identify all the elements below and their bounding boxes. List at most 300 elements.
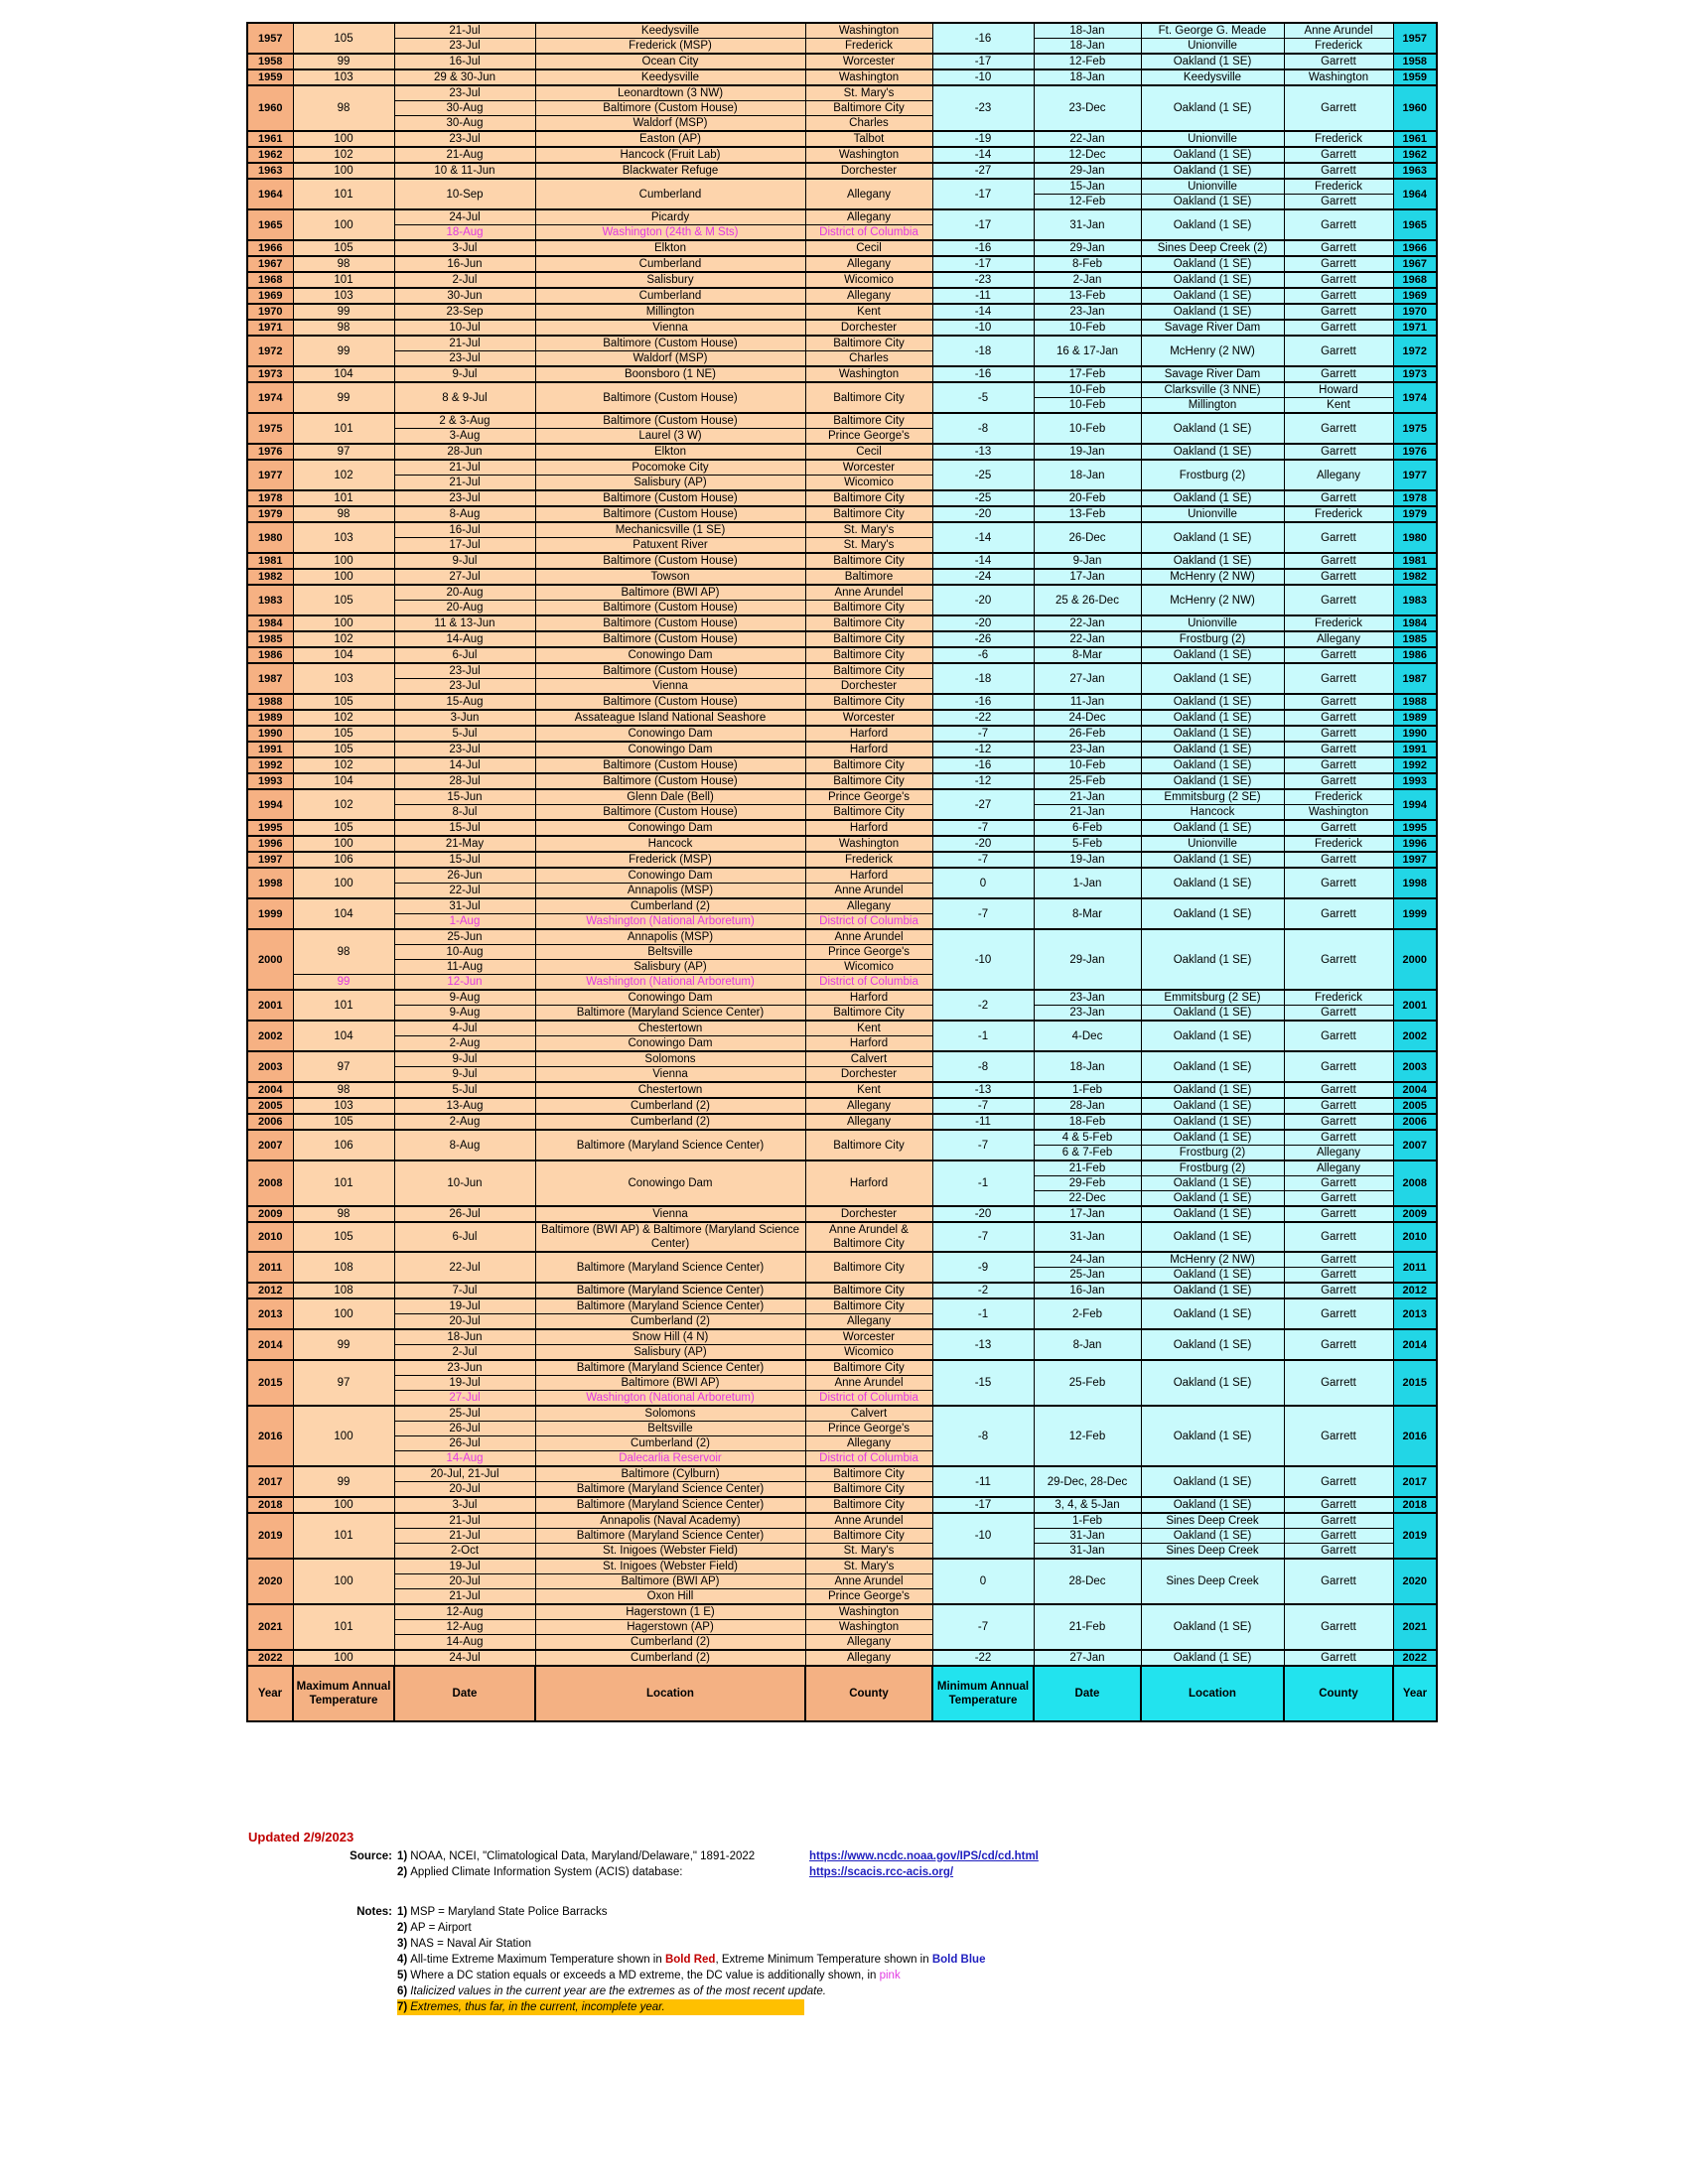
max-date-cell: 21-Jul (394, 1513, 535, 1529)
max-date-cell: 15-Jul (394, 852, 535, 868)
year-cell-right: 1985 (1393, 631, 1437, 647)
min-temp-cell: -18 (932, 336, 1034, 366)
year-cell-right: 1986 (1393, 647, 1437, 663)
table-row (247, 569, 1437, 585)
year-cell-right: 2003 (1393, 1051, 1437, 1082)
min-county-cell: Garrett (1284, 288, 1393, 304)
table-row (247, 1650, 1437, 1666)
max-date-cell: 24-Jul (394, 209, 535, 225)
min-location-cell: Frostburg (2) (1141, 1160, 1284, 1176)
year-cell-right: 1965 (1393, 209, 1437, 240)
max-location-cell: Baltimore (Maryland Science Center) (535, 1529, 805, 1544)
min-location-cell: Sines Deep Creek (1141, 1513, 1284, 1529)
max-county-cell: Wicomico (805, 476, 932, 491)
table-row (247, 726, 1437, 742)
max-county-cell: Anne Arundel (805, 1513, 932, 1529)
min-date-cell: 20-Feb (1034, 490, 1141, 506)
min-location-cell: Millington (1141, 398, 1284, 414)
note-item: 2) AP = Airport (397, 1922, 472, 1934)
min-county-cell: Garrett (1284, 1252, 1393, 1268)
max-location-cell: Conowingo Dam (535, 990, 805, 1006)
year-cell-right: 1967 (1393, 256, 1437, 272)
min-temp-cell: -14 (932, 522, 1034, 553)
max-temp-cell: 99 (293, 382, 394, 413)
min-county-cell: Garrett (1284, 272, 1393, 288)
year-cell-right: 1994 (1393, 789, 1437, 820)
max-county-cell: Worcester (805, 710, 932, 726)
min-date-cell: 24-Jan (1034, 1252, 1141, 1268)
max-county-cell: Harford (805, 990, 932, 1006)
min-location-cell: Oakland (1 SE) (1141, 710, 1284, 726)
max-date-cell: 8-Aug (394, 506, 535, 522)
max-date-cell: 19-Jul (394, 1559, 535, 1574)
max-location-cell: Hagerstown (AP) (535, 1620, 805, 1635)
max-temp-cell: 103 (293, 522, 394, 553)
min-temp-cell: -9 (932, 1252, 1034, 1283)
max-location-cell: Easton (AP) (535, 131, 805, 147)
year-cell: 2001 (247, 990, 293, 1021)
min-temp-cell: -16 (932, 23, 1034, 54)
min-county-cell: Allegany (1284, 631, 1393, 647)
min-location-cell: Oakland (1 SE) (1141, 757, 1284, 773)
min-location-cell: McHenry (2 NW) (1141, 569, 1284, 585)
table-row (247, 1466, 1437, 1482)
max-temp-cell: 98 (293, 929, 394, 975)
table-row (247, 444, 1437, 460)
max-location-cell: Conowingo Dam (535, 868, 805, 884)
max-location-cell: Conowingo Dam (535, 726, 805, 742)
table-row (247, 1252, 1437, 1268)
year-cell-right: 2019 (1393, 1513, 1437, 1559)
max-date-cell: 28-Jun (394, 444, 535, 460)
min-date-cell: 31-Jan (1034, 1529, 1141, 1544)
min-location-cell: Oakland (1 SE) (1141, 820, 1284, 836)
min-location-cell: Oakland (1 SE) (1141, 1298, 1284, 1329)
year-cell: 1985 (247, 631, 293, 647)
max-temp-cell: 101 (293, 1513, 394, 1559)
min-date-cell: 17-Jan (1034, 569, 1141, 585)
min-date-cell: 4 & 5-Feb (1034, 1130, 1141, 1146)
min-county-cell: Garrett (1284, 1298, 1393, 1329)
min-temp-cell: -20 (932, 585, 1034, 615)
max-location-cell: Baltimore (Custom House) (535, 773, 805, 789)
min-location-cell: Ft. George G. Meade (1141, 23, 1284, 39)
table-row (247, 898, 1437, 914)
min-location-cell: McHenry (2 NW) (1141, 1252, 1284, 1268)
min-date-cell: 18-Jan (1034, 460, 1141, 490)
table-row (247, 413, 1437, 429)
max-location-cell: Blackwater Refuge (535, 163, 805, 179)
year-cell-right: 1974 (1393, 382, 1437, 413)
year-cell-right: 2012 (1393, 1283, 1437, 1298)
table-row (247, 1206, 1437, 1222)
min-county-cell: Garrett (1284, 694, 1393, 710)
min-date-cell: 13-Feb (1034, 506, 1141, 522)
max-county-cell: Prince George's (805, 429, 932, 445)
min-county-cell: Garrett (1284, 1497, 1393, 1513)
max-county-cell: Wicomico (805, 1345, 932, 1361)
table-row (247, 1544, 1437, 1560)
year-cell: 1962 (247, 147, 293, 163)
max-date-cell: 23-Jun (394, 1360, 535, 1376)
min-county-cell: Garrett (1284, 240, 1393, 256)
year-cell-right: 2000 (1393, 929, 1437, 990)
min-location-cell: Sines Deep Creek (2) (1141, 240, 1284, 256)
max-temp-cell: 108 (293, 1252, 394, 1283)
min-date-cell: 8-Mar (1034, 647, 1141, 663)
max-date-cell: 10-Sep (394, 179, 535, 209)
min-location-cell: Oakland (1 SE) (1141, 647, 1284, 663)
max-temp-cell: 99 (293, 1329, 394, 1360)
min-temp-cell: -25 (932, 490, 1034, 506)
min-location-cell: Unionville (1141, 39, 1284, 55)
max-county-cell: Washington (805, 69, 932, 85)
max-county-cell: Dorchester (805, 1067, 932, 1083)
min-county-cell: Garrett (1284, 54, 1393, 69)
source-link-ncdc[interactable]: https://www.ncdc.noaa.gov/IPS/cd/cd.html (809, 1850, 1039, 1862)
max-location-cell: Ocean City (535, 54, 805, 69)
min-location-cell: Hancock (1141, 805, 1284, 821)
max-date-cell: 21-Jul (394, 460, 535, 476)
max-location-cell: Cumberland (2) (535, 1635, 805, 1651)
min-county-cell: Allegany (1284, 1160, 1393, 1176)
table-row (247, 789, 1437, 805)
max-location-cell: Chestertown (535, 1021, 805, 1036)
year-cell-right: 1977 (1393, 460, 1437, 490)
source-section (0, 1848, 1688, 1888)
min-date-cell: 17-Feb (1034, 366, 1141, 382)
min-date-cell: 9-Jan (1034, 553, 1141, 569)
year-cell: 1966 (247, 240, 293, 256)
max-county-cell: Baltimore City (805, 553, 932, 569)
max-temp-cell: 100 (293, 1559, 394, 1604)
min-county-cell: Garrett (1284, 1098, 1393, 1114)
max-date-cell: 2 & 3-Aug (394, 413, 535, 429)
min-county-cell: Frederick (1284, 836, 1393, 852)
year-cell: 1961 (247, 131, 293, 147)
max-date-cell: 21-Aug (394, 147, 535, 163)
min-temp-cell: -10 (932, 69, 1034, 85)
min-location-cell: Oakland (1 SE) (1141, 195, 1284, 210)
max-date-cell: 20-Aug (394, 601, 535, 616)
year-cell: 1989 (247, 710, 293, 726)
max-date-cell: 15-Aug (394, 694, 535, 710)
max-date-cell: 14-Aug (394, 1635, 535, 1651)
year-cell-right: 2005 (1393, 1098, 1437, 1114)
year-cell-right: 1987 (1393, 663, 1437, 694)
header-min-county: County (1284, 1666, 1393, 1721)
min-location-cell: Oakland (1 SE) (1141, 1021, 1284, 1051)
max-county-cell: Baltimore City (805, 1283, 932, 1298)
max-date-cell: 3-Jun (394, 710, 535, 726)
min-date-cell: 23-Jan (1034, 742, 1141, 757)
min-location-cell: Emmitsburg (2 SE) (1141, 789, 1284, 805)
source-link-acis[interactable]: https://scacis.rcc-acis.org/ (809, 1866, 954, 1878)
table-row (247, 820, 1437, 836)
max-county-cell: Prince George's (805, 1422, 932, 1436)
min-county-cell: Garrett (1284, 209, 1393, 240)
min-temp-cell: -10 (932, 929, 1034, 990)
table-row (247, 1160, 1437, 1176)
table-row (247, 163, 1437, 179)
max-county-cell: Worcester (805, 1329, 932, 1345)
year-cell-right: 1997 (1393, 852, 1437, 868)
max-date-cell: 8 & 9-Jul (394, 382, 535, 413)
year-cell: 1997 (247, 852, 293, 868)
max-county-cell: Wicomico (805, 960, 932, 975)
max-location-cell: Salisbury (AP) (535, 476, 805, 491)
min-date-cell: 10-Feb (1034, 757, 1141, 773)
max-temp-cell: 99 (293, 304, 394, 320)
year-cell-right: 2010 (1393, 1222, 1437, 1252)
max-date-cell: 24-Jul (394, 1650, 535, 1666)
max-date-cell: 30-Aug (394, 101, 535, 116)
min-temp-cell: -7 (932, 1130, 1034, 1160)
min-temp-cell: -2 (932, 1283, 1034, 1298)
min-temp-cell: -1 (932, 1298, 1034, 1329)
year-cell: 1974 (247, 382, 293, 413)
min-date-cell: 2-Jan (1034, 272, 1141, 288)
max-county-cell: Charles (805, 116, 932, 132)
max-county-cell: Baltimore City (805, 1360, 932, 1376)
min-temp-cell: -16 (932, 694, 1034, 710)
min-county-cell: Garrett (1284, 522, 1393, 553)
min-temp-cell: -23 (932, 85, 1034, 131)
min-location-cell: Unionville (1141, 131, 1284, 147)
table-row (247, 131, 1437, 147)
max-date-cell: 3-Aug (394, 429, 535, 445)
max-county-cell: Baltimore City (805, 647, 932, 663)
max-county-cell: St. Mary's (805, 1559, 932, 1574)
year-cell: 1970 (247, 304, 293, 320)
max-location-cell: Glenn Dale (Bell) (535, 789, 805, 805)
min-temp-cell: -13 (932, 444, 1034, 460)
year-cell-right: 1957 (1393, 23, 1437, 54)
year-cell: 2004 (247, 1082, 293, 1098)
table-row (247, 1513, 1437, 1529)
max-date-cell: 19-Jul (394, 1298, 535, 1314)
min-county-cell: Garrett (1284, 163, 1393, 179)
year-cell: 1998 (247, 868, 293, 898)
max-location-cell: Cumberland (2) (535, 1098, 805, 1114)
year-cell: 1983 (247, 585, 293, 615)
year-cell: 1981 (247, 553, 293, 569)
min-location-cell: Oakland (1 SE) (1141, 1098, 1284, 1114)
min-temp-cell: -18 (932, 663, 1034, 694)
min-county-cell: Garrett (1284, 710, 1393, 726)
min-location-cell: Oakland (1 SE) (1141, 1114, 1284, 1130)
max-location-cell: Beltsville (535, 945, 805, 960)
max-county-cell: Allegany (805, 1098, 932, 1114)
max-location-cell: Baltimore (Custom House) (535, 490, 805, 506)
note-item: 4) All-time Extreme Maximum Temperature shown in Bold Red, Extreme Minimum Temperature shown in Bold Blue (397, 1954, 986, 1966)
min-date-cell: 28-Dec (1034, 1559, 1141, 1604)
max-county-cell: Harford (805, 1036, 932, 1052)
year-cell-right: 2009 (1393, 1206, 1437, 1222)
max-temp-cell: 105 (293, 1222, 394, 1252)
table-row (247, 506, 1437, 522)
max-temp-cell: 100 (293, 1497, 394, 1513)
max-location-cell: Conowingo Dam (535, 1036, 805, 1052)
min-county-cell: Garrett (1284, 1130, 1393, 1146)
max-county-cell: Baltimore City (805, 336, 932, 351)
min-county-cell: Garrett (1284, 304, 1393, 320)
min-date-cell: 16-Jan (1034, 1283, 1141, 1298)
table-row (247, 773, 1437, 789)
min-location-cell: Oakland (1 SE) (1141, 1329, 1284, 1360)
min-county-cell: Garrett (1284, 1082, 1393, 1098)
max-temp-cell: 101 (293, 1604, 394, 1650)
max-date-cell: 26-Jun (394, 868, 535, 884)
max-county-cell: Kent (805, 1082, 932, 1098)
max-county-cell: Harford (805, 726, 932, 742)
year-cell: 2011 (247, 1252, 293, 1283)
min-temp-cell: -1 (932, 1160, 1034, 1206)
min-county-cell: Garrett (1284, 336, 1393, 366)
max-county-cell: District of Columbia (805, 1391, 932, 1407)
max-date-cell: 9-Aug (394, 990, 535, 1006)
notes-label: Notes: (356, 1906, 392, 1918)
year-cell-right: 1990 (1393, 726, 1437, 742)
max-temp-cell: 105 (293, 1114, 394, 1130)
max-location-cell: Millington (535, 304, 805, 320)
year-cell: 2022 (247, 1650, 293, 1666)
max-location-cell: Conowingo Dam (535, 647, 805, 663)
min-county-cell: Anne Arundel (1284, 23, 1393, 39)
max-county-cell: Prince George's (805, 945, 932, 960)
max-location-cell: Dalecarlia Reservoir (535, 1451, 805, 1467)
min-county-cell: Allegany (1284, 460, 1393, 490)
max-county-cell: Washington (805, 366, 932, 382)
max-location-cell: Baltimore (Custom House) (535, 663, 805, 679)
max-date-cell: 21-Jul (394, 1589, 535, 1605)
header-max-location: Location (535, 1666, 805, 1721)
max-location-cell: Vienna (535, 679, 805, 695)
max-location-cell: St. Inigoes (Webster Field) (535, 1559, 805, 1574)
max-location-cell: Baltimore (Custom House) (535, 631, 805, 647)
max-county-cell: Baltimore City (805, 615, 932, 631)
min-date-cell: 8-Jan (1034, 1329, 1141, 1360)
max-temp-cell: 103 (293, 288, 394, 304)
max-date-cell: 23-Jul (394, 39, 535, 55)
year-cell-right: 2017 (1393, 1466, 1437, 1497)
min-temp-cell: -12 (932, 742, 1034, 757)
max-county-cell: Dorchester (805, 320, 932, 336)
max-temp-cell: 100 (293, 1406, 394, 1466)
min-location-cell: Oakland (1 SE) (1141, 1360, 1284, 1406)
note-item: 5) Where a DC station equals or exceeds a MD extreme, the DC value is additionally shown, in pink (397, 1970, 901, 1981)
year-cell: 2002 (247, 1021, 293, 1051)
min-location-cell: Oakland (1 SE) (1141, 85, 1284, 131)
table-row (247, 1082, 1437, 1098)
max-county-cell: Allegany (805, 1650, 932, 1666)
year-cell: 1972 (247, 336, 293, 366)
table-row (247, 39, 1437, 55)
min-location-cell: Oakland (1 SE) (1141, 1529, 1284, 1544)
min-temp-cell: -8 (932, 1051, 1034, 1082)
max-temp-cell: 105 (293, 585, 394, 615)
table-row (247, 1130, 1437, 1146)
max-location-cell: Baltimore (Custom House) (535, 805, 805, 821)
max-location-cell: Baltimore (Cylburn) (535, 1466, 805, 1482)
min-location-cell: Oakland (1 SE) (1141, 54, 1284, 69)
max-county-cell: Allegany (805, 256, 932, 272)
max-county-cell: Baltimore City (805, 805, 932, 821)
year-cell-right: 1963 (1393, 163, 1437, 179)
max-location-cell: Beltsville (535, 1422, 805, 1436)
min-location-cell: Oakland (1 SE) (1141, 726, 1284, 742)
max-county-cell: Kent (805, 1021, 932, 1036)
min-date-cell: 5-Feb (1034, 836, 1141, 852)
year-cell: 2018 (247, 1497, 293, 1513)
min-temp-cell: -22 (932, 710, 1034, 726)
min-temp-cell: -27 (932, 789, 1034, 820)
max-county-cell: District of Columbia (805, 1451, 932, 1467)
min-date-cell: 16 & 17-Jan (1034, 336, 1141, 366)
min-date-cell: 19-Jan (1034, 852, 1141, 868)
min-location-cell: Oakland (1 SE) (1141, 1130, 1284, 1146)
table-row (247, 1051, 1437, 1067)
max-date-cell: 2-Jul (394, 1345, 535, 1361)
max-date-cell: 18-Jun (394, 1329, 535, 1345)
min-location-cell: Oakland (1 SE) (1141, 209, 1284, 240)
max-temp-cell: 108 (293, 1283, 394, 1298)
max-date-cell: 14-Aug (394, 631, 535, 647)
year-cell: 2014 (247, 1329, 293, 1360)
max-county-cell: Frederick (805, 39, 932, 55)
max-date-cell: 12-Aug (394, 1620, 535, 1635)
table-row (247, 1360, 1437, 1376)
header-max-county: County (805, 1666, 932, 1721)
min-county-cell: Garrett (1284, 320, 1393, 336)
max-county-cell: Baltimore City (805, 631, 932, 647)
table-row (247, 1329, 1437, 1345)
min-date-cell: 3, 4, & 5-Jan (1034, 1497, 1141, 1513)
min-county-cell: Garrett (1284, 1283, 1393, 1298)
max-date-cell: 29 & 30-Jun (394, 69, 535, 85)
max-location-cell: Baltimore (Custom House) (535, 506, 805, 522)
table-row (247, 1559, 1437, 1574)
min-temp-cell: -8 (932, 413, 1034, 444)
year-cell-right: 2014 (1393, 1329, 1437, 1360)
year-cell: 2009 (247, 1206, 293, 1222)
max-date-cell: 11 & 13-Jun (394, 615, 535, 631)
min-date-cell: 12-Dec (1034, 147, 1141, 163)
max-location-cell: Leonardtown (3 NW) (535, 85, 805, 101)
min-temp-cell: -6 (932, 647, 1034, 663)
min-county-cell: Garrett (1284, 868, 1393, 898)
min-location-cell: Oakland (1 SE) (1141, 742, 1284, 757)
table-row (247, 694, 1437, 710)
header-max-date: Date (394, 1666, 535, 1721)
min-temp-cell: 0 (932, 1559, 1034, 1604)
year-cell-right: 1976 (1393, 444, 1437, 460)
min-date-cell: 6-Feb (1034, 820, 1141, 836)
max-date-cell: 16-Jun (394, 256, 535, 272)
max-temp-cell: 102 (293, 631, 394, 647)
min-county-cell: Garrett (1284, 1360, 1393, 1406)
min-temp-cell: -10 (932, 1513, 1034, 1559)
min-temp-cell: -17 (932, 209, 1034, 240)
max-date-cell: 23-Jul (394, 131, 535, 147)
min-date-cell: 29-Feb (1034, 1176, 1141, 1191)
max-date-cell: 23-Jul (394, 742, 535, 757)
year-cell: 2003 (247, 1051, 293, 1082)
min-county-cell: Allegany (1284, 1146, 1393, 1161)
min-date-cell: 27-Jan (1034, 1650, 1141, 1666)
min-date-cell: 10-Feb (1034, 413, 1141, 444)
max-location-cell: Waldorf (MSP) (535, 116, 805, 132)
